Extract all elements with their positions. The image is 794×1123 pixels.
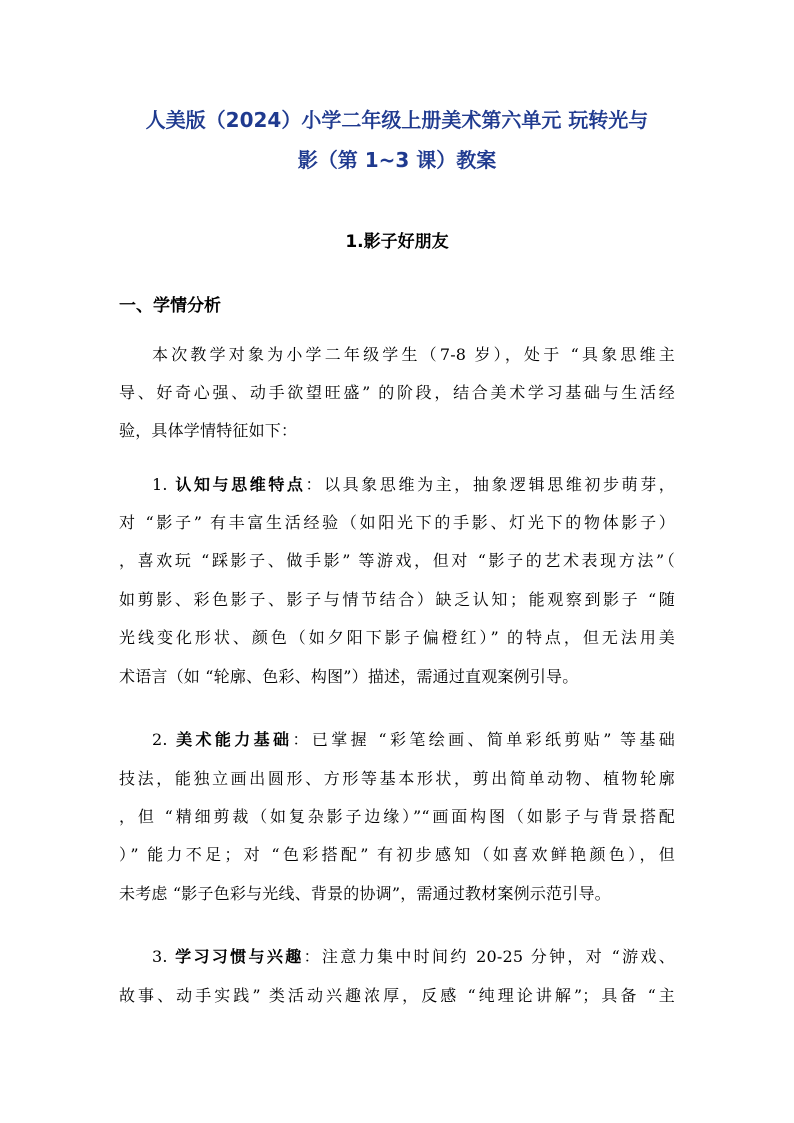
item1-line-2: ，喜欢玩 “踩影子、做手影” 等游戏，但对 “影子的艺术表现方法”（: [119, 551, 675, 570]
item2-bold-label: 美术能力基础: [176, 730, 293, 749]
item3-lead-line: [152, 945, 675, 969]
intro-line-1: 本次教学对象为小学二年级学生（7-8 岁），处于 “具象思维主: [152, 345, 675, 364]
document-title-line-1: 人美版（2024）小学二年级上册美术第六单元 玩转光与: [145, 108, 649, 132]
item2-lead-text: ：已掌握 “彩笔绘画、简单彩纸剪贴” 等基础: [292, 730, 676, 749]
item2-line-2: ，但 “精细剪裁（如复杂影子边缘）”“画面构图（如影子与背景搭配: [119, 807, 675, 826]
item3-bold-label: 学习习惯与兴趣: [175, 947, 304, 966]
section-heading: 一、学情分析: [119, 296, 221, 316]
item2-lead-line: [152, 728, 675, 752]
item2-number: 2.: [152, 730, 177, 749]
intro-line-2: 导、好奇心强、动手欲望旺盛” 的阶段，结合美术学习基础与生活经: [119, 383, 675, 402]
item2-line-4: 未考虑 “影子色彩与光线、背景的协调”，需通过教材案例示范引导。: [119, 884, 611, 903]
item1-line-5: 术语言（如 “轮廓、色彩、构图”）描述，需通过直观案例引导。: [119, 667, 579, 686]
item1-line-3: 如剪影、彩色影子、影子与情节结合）缺乏认知；能观察到影子 “随: [119, 590, 675, 609]
item1-lead-text: ：以具象思维为主，抽象逻辑思维初步萌芽，: [305, 475, 675, 494]
lesson-heading: 1.影子好朋友: [345, 232, 449, 252]
item3-line-1: 故事、动手实践” 类活动兴趣浓厚，反感 “纯理论讲解”；具备 “主: [119, 986, 675, 1005]
item3-lead-text: ：注意力集中时间约 20-25 分钟，对 “游戏、: [303, 947, 675, 966]
item2-line-1: 技法，能独立画出圆形、方形等基本形状，剪出简单动物、植物轮廓: [119, 769, 675, 788]
item1-line-4: 光线变化形状、颜色（如夕阳下影子偏橙红）” 的特点，但无法用美: [119, 628, 675, 647]
item3-number: 3.: [152, 947, 176, 966]
intro-line-3: 验，具体学情特征如下：: [119, 421, 298, 440]
item1-line-1: 对 “影子” 有丰富生活经验（如阳光下的手影、灯光下的物体影子）: [119, 513, 675, 532]
item1-lead-line: [152, 473, 675, 497]
item1-number: 1.: [152, 475, 176, 494]
item2-line-3: ）” 能力不足；对 “色彩搭配” 有初步感知（如喜欢鲜艳颜色），但: [119, 845, 675, 864]
item1-bold-label: 认知与思维特点: [175, 475, 306, 494]
document-title-line-2: 影（第 1~3 课）教案: [297, 148, 497, 172]
